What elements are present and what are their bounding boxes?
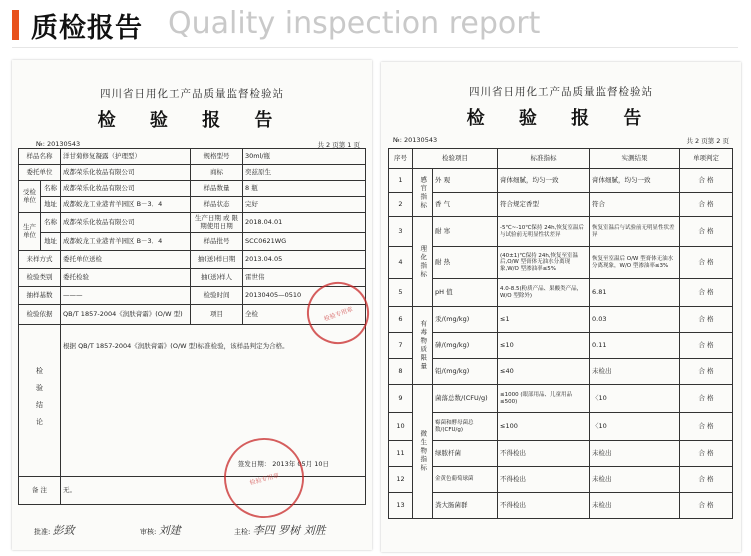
row-item: 砷/(mg/kg) bbox=[433, 333, 498, 359]
row-item: pH 值 bbox=[433, 279, 498, 307]
row-result: 未检出 bbox=[590, 359, 680, 385]
table-row bbox=[389, 169, 733, 193]
page-header bbox=[0, 0, 751, 54]
group-physchem bbox=[413, 217, 433, 307]
table-row bbox=[389, 413, 733, 441]
row-no: 6 bbox=[389, 307, 413, 333]
brand: 奕兹原生 bbox=[243, 165, 366, 181]
col-header-standard: 标准指标 bbox=[498, 149, 590, 169]
inspection-period: 20130405—0510 bbox=[243, 287, 366, 305]
row-judgement: 合 格 bbox=[680, 217, 733, 247]
institution-name-2: 四川省日用化工产品质量监督检验站 bbox=[469, 86, 653, 98]
row-standard: ≤1 bbox=[498, 307, 590, 333]
row-judgement: 合 格 bbox=[680, 467, 733, 493]
label-basis: 检验依据 bbox=[19, 305, 61, 325]
row-result: 6.81 bbox=[590, 279, 680, 307]
stamp-bottom-text: 检验专用章 bbox=[248, 471, 280, 487]
table-row bbox=[389, 385, 733, 413]
row-result: 〈10 bbox=[590, 413, 680, 441]
row-no: 10 bbox=[389, 413, 413, 441]
row-no: 8 bbox=[389, 359, 413, 385]
label-sampled-date: 抽(送)样日期 bbox=[191, 251, 243, 269]
row-judgement: 合 格 bbox=[680, 359, 733, 385]
report-number: №: 20130543 bbox=[36, 140, 81, 148]
label-qty: 样品数量 bbox=[191, 181, 243, 197]
row-judgement: 合 格 bbox=[680, 193, 733, 217]
group-sensory-text: 感官指标 bbox=[419, 175, 428, 210]
row-result: 未检出 bbox=[590, 493, 680, 519]
table-row bbox=[389, 441, 733, 467]
row-item: 铅/(mg/kg) bbox=[433, 359, 498, 385]
sampled-date: 2013.04.05 bbox=[243, 251, 366, 269]
row-item: 绿脓杆菌 bbox=[433, 441, 498, 467]
row-result: 〈10 bbox=[590, 385, 680, 413]
table-row bbox=[389, 359, 733, 385]
approve-label: 批准: bbox=[34, 528, 51, 536]
inspection-item: 全检 bbox=[243, 305, 366, 325]
row-item: 耐 热 bbox=[433, 247, 498, 279]
group-toxic-text: 有毒物质限量 bbox=[419, 320, 428, 371]
batch: SCC0621WG bbox=[243, 233, 366, 251]
conclusion-text: 根据 QB/T 1857-2004《润肤膏霜》(O/W 型)标准检验，该样品判定为合格。 bbox=[63, 342, 289, 350]
label-sampler: 抽(送)样人 bbox=[191, 269, 243, 287]
row-item: 菌落总数/(CFU/g) bbox=[433, 385, 498, 413]
row-standard: ≤40 bbox=[498, 359, 590, 385]
label-inspected-unit: 受检单位 bbox=[19, 181, 41, 213]
row-no: 3 bbox=[389, 217, 413, 247]
label-sampling: 来样方式 bbox=[19, 251, 61, 269]
col-header-no: 序号 bbox=[389, 149, 413, 169]
row-standard: (40±1)℃保持 24h,恢复至室温后,O/W 型膏体无油水分离现象,W/O 型渗油率≤5% bbox=[498, 247, 590, 279]
accent-bar bbox=[12, 10, 19, 40]
header-title-en: Quality inspection report bbox=[168, 6, 541, 41]
row-result: 恢复至室温后 O/W 型膏体无油水分离现象，W/O 型渗油率≤3% bbox=[590, 247, 680, 279]
main-names: 李四 罗树 刘胜 bbox=[252, 524, 326, 537]
group-micro bbox=[413, 385, 433, 519]
row-item: 金黄色葡萄球菌 bbox=[433, 467, 498, 493]
group-physchem-text: 理化指标 bbox=[419, 244, 428, 279]
production-date: 2018.04.01 bbox=[243, 213, 366, 233]
table-row bbox=[389, 333, 733, 359]
sampler: 雷世伟 bbox=[243, 269, 366, 287]
report-number-2: №: 20130543 bbox=[393, 136, 438, 144]
main-signature bbox=[234, 522, 326, 538]
row-standard: 不得检出 bbox=[498, 467, 590, 493]
sample-name: 洋甘菊修复凝露（护理型） bbox=[61, 149, 191, 165]
label-producer: 生产单位 bbox=[19, 213, 41, 251]
group-sensory bbox=[413, 169, 433, 217]
group-micro-text: 微生物指标 bbox=[419, 430, 428, 473]
table-row bbox=[389, 193, 733, 217]
row-judgement: 合 格 bbox=[680, 385, 733, 413]
label-remark: 备 注 bbox=[19, 477, 61, 505]
row-item: 粪大肠菌群 bbox=[433, 493, 498, 519]
label-state: 样品状态 bbox=[191, 197, 243, 213]
label-sample-name: 样品名称 bbox=[19, 149, 61, 165]
row-no: 4 bbox=[389, 247, 413, 279]
row-result: 恢复室温后与试验前无明显性状差异 bbox=[590, 217, 680, 247]
row-no: 1 bbox=[389, 169, 413, 193]
page-count-2: 共 2 页第 2 页 bbox=[686, 137, 729, 145]
label-batch: 样品批号 bbox=[191, 233, 243, 251]
label-period: 检验时间 bbox=[191, 287, 243, 305]
sampling: 委托单位送检 bbox=[61, 251, 191, 269]
producer-address: 成都蛟龙工业港青羊园区 B－3．4 bbox=[61, 233, 191, 251]
report-title: 检 验 报 告 bbox=[97, 110, 287, 131]
label-brand: 商标 bbox=[191, 165, 243, 181]
row-item: 外 观 bbox=[433, 169, 498, 193]
row-item: 香 气 bbox=[433, 193, 498, 217]
row-result: 膏体细腻，均匀一致 bbox=[590, 169, 680, 193]
row-result: 未检出 bbox=[590, 467, 680, 493]
header-divider bbox=[12, 47, 738, 48]
row-standard: 膏体细腻，均匀一致 bbox=[498, 169, 590, 193]
row-item: 汞/(mg/kg) bbox=[433, 307, 498, 333]
row-judgement: 合 格 bbox=[680, 279, 733, 307]
row-result: 0.11 bbox=[590, 333, 680, 359]
row-standard: 不得检出 bbox=[498, 493, 590, 519]
table-row bbox=[389, 493, 733, 519]
col-header-result: 实测结果 bbox=[590, 149, 680, 169]
label-client: 委托单位 bbox=[19, 165, 61, 181]
qty: 8 瓶 bbox=[243, 181, 366, 197]
report-page-2 bbox=[381, 62, 741, 552]
report-page-1 bbox=[12, 60, 372, 550]
label-address: 地址 bbox=[41, 197, 61, 213]
label-type: 检验类别 bbox=[19, 269, 61, 287]
header-title-cn: 质检报告 bbox=[31, 13, 143, 44]
row-no: 9 bbox=[389, 385, 413, 413]
stamp-top-text: 检验专用章 bbox=[323, 305, 354, 323]
col-header-item: 检验项目 bbox=[413, 149, 498, 169]
row-standard: ≤100 bbox=[498, 413, 590, 441]
inspection-basis: QB/T 1857-2004《润肤膏霜》(O/W 型) bbox=[61, 305, 191, 325]
table-row bbox=[389, 467, 733, 493]
table-row bbox=[389, 217, 733, 247]
row-no: 13 bbox=[389, 493, 413, 519]
review-signature bbox=[140, 522, 181, 538]
row-result: 未检出 bbox=[590, 441, 680, 467]
table-row bbox=[389, 279, 733, 307]
row-standard: ≤1000 (眼部用品、儿童用品≤500) bbox=[498, 385, 590, 413]
row-result: 0.03 bbox=[590, 307, 680, 333]
state: 完好 bbox=[243, 197, 366, 213]
label-producer-address: 地址 bbox=[41, 233, 61, 251]
conclusion-cell bbox=[61, 325, 366, 477]
table-row bbox=[389, 247, 733, 279]
test-results-table bbox=[388, 148, 733, 519]
conclusion-label-text: 检验结论 bbox=[35, 366, 44, 435]
label-production-date: 生产日期 或 限期使用日期 bbox=[191, 213, 243, 233]
row-no: 7 bbox=[389, 333, 413, 359]
row-judgement: 合 格 bbox=[680, 333, 733, 359]
main-label: 主检: bbox=[234, 528, 251, 536]
row-judgement: 合 格 bbox=[680, 413, 733, 441]
row-standard: 4.0-8.5(粉质产品、果酸类产品，W/O 型除外) bbox=[498, 279, 590, 307]
row-judgement: 合 格 bbox=[680, 493, 733, 519]
row-standard: 符合规定香型 bbox=[498, 193, 590, 217]
inspection-type: 委托检验 bbox=[61, 269, 191, 287]
row-item: 耐 寒 bbox=[433, 217, 498, 247]
label-base: 抽样基数 bbox=[19, 287, 61, 305]
row-standard: 不得检出 bbox=[498, 441, 590, 467]
group-toxic bbox=[413, 307, 433, 385]
row-judgement: 合 格 bbox=[680, 247, 733, 279]
page-count: 共 2 页第 1 页 bbox=[317, 141, 360, 149]
approve-name: 彭致 bbox=[52, 524, 75, 537]
approve-signature bbox=[34, 522, 75, 538]
review-name: 刘建 bbox=[158, 524, 181, 537]
label-spec: 规格型号 bbox=[191, 149, 243, 165]
client: 成都荣乐化妆品有限公司 bbox=[61, 165, 191, 181]
row-standard: ≤10 bbox=[498, 333, 590, 359]
issue-date: 签发日期： 2013年 05月 10日 bbox=[237, 459, 329, 468]
row-judgement: 合 格 bbox=[680, 307, 733, 333]
label-producer-name: 名称 bbox=[41, 213, 61, 233]
institution-name: 四川省日用化工产品质量监督检验站 bbox=[100, 88, 284, 100]
spec: 30ml/瓶 bbox=[243, 149, 366, 165]
row-judgement: 合 格 bbox=[680, 169, 733, 193]
col-header-judgement: 单项判定 bbox=[680, 149, 733, 169]
report-title-2: 检 验 报 告 bbox=[466, 108, 656, 129]
row-no: 11 bbox=[389, 441, 413, 467]
row-item: 霉菌和酵母菌总数/(CFU/g) bbox=[433, 413, 498, 441]
row-standard: -5℃~-10℃保持 24h,恢复室温后与试验前无明显性状差异 bbox=[498, 217, 590, 247]
row-no: 5 bbox=[389, 279, 413, 307]
table-row bbox=[389, 307, 733, 333]
inspected-name: 成都荣乐化妆品有限公司 bbox=[61, 181, 191, 197]
sampling-base: ——— bbox=[61, 287, 191, 305]
row-judgement: 合 格 bbox=[680, 441, 733, 467]
producer-name: 成都荣乐化妆品有限公司 bbox=[61, 213, 191, 233]
review-label: 审核: bbox=[140, 528, 157, 536]
label-item: 项目 bbox=[191, 305, 243, 325]
row-no: 2 bbox=[389, 193, 413, 217]
row-no: 12 bbox=[389, 467, 413, 493]
label-conclusion bbox=[19, 325, 61, 477]
remark: 无。 bbox=[61, 477, 366, 505]
row-result: 符合 bbox=[590, 193, 680, 217]
inspected-address: 成都蛟龙工业港青羊园区 B－3．4 bbox=[61, 197, 191, 213]
label-name: 名称 bbox=[41, 181, 61, 197]
